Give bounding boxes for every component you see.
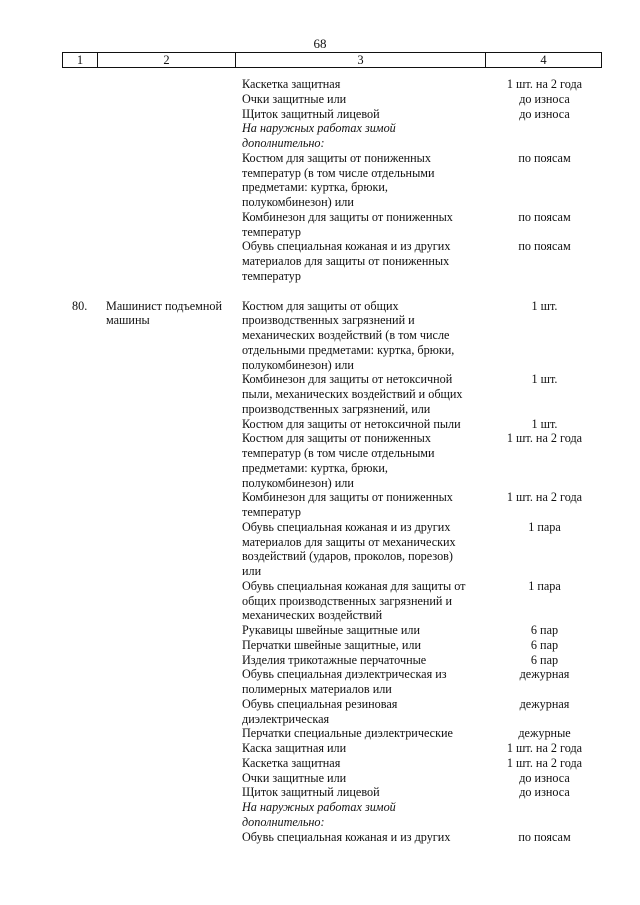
equipment-name-line: Щиток защитный лицевой	[242, 785, 380, 800]
issue-norm: 6 пар	[530, 637, 559, 652]
issue-norm: 1 шт.	[531, 298, 558, 313]
issue-norm: до износа	[519, 770, 570, 785]
issue-norm: 1 пара	[528, 578, 561, 593]
issue-norm: 6 пар	[530, 623, 559, 637]
equipment-name-line: Каскетка защитная	[242, 77, 341, 91]
equipment-name	[242, 756, 492, 771]
equipment-name	[242, 520, 492, 579]
equipment-name-line: отдельными предметами: куртка, брюки,	[242, 342, 455, 357]
issue-norm: до износа	[519, 785, 570, 800]
equipment-name-line: Комбинезон для защиты от нетоксичной	[242, 372, 453, 387]
equipment-name-line: Каска защитная или	[242, 741, 347, 755]
issue-norm: по поясам	[518, 239, 571, 254]
equipment-name-line: Костюм для защиты от общих	[242, 298, 399, 313]
issue-norm: 1 шт.	[531, 372, 558, 387]
equipment-name-line: Костюм для защиты от нетоксичной пыли	[242, 416, 461, 431]
issue-norm: 1 шт.	[531, 416, 558, 431]
equipment-name	[242, 830, 492, 845]
profession-name-line: машины	[106, 313, 150, 328]
equipment-name	[242, 785, 492, 800]
equipment-name	[242, 653, 492, 668]
equipment-name-line: Изделия трикотажные перчаточные	[242, 652, 427, 667]
issue-norm: 1 пара	[528, 519, 561, 534]
equipment-name-line: На наружных работах зимой	[242, 800, 396, 814]
issue-norm: дежурная	[519, 696, 570, 711]
equipment-name-line: Обувь специальная кожаная и из других	[242, 519, 451, 534]
equipment-name-line: предметами: куртка, брюки,	[242, 460, 388, 475]
equipment-name-line: воздействий (ударов, проколов, порезов)	[242, 549, 453, 564]
equipment-name-line: материалов для защиты от механических	[242, 534, 456, 549]
equipment-name-line: Очки защитные или	[242, 770, 347, 785]
column-header-row	[63, 53, 602, 68]
equipment-name-line: температур	[242, 224, 301, 239]
page-number: 68	[313, 36, 327, 51]
equipment-name	[242, 697, 492, 727]
equipment-name-line: температур	[242, 268, 301, 283]
equipment-name	[242, 151, 492, 210]
equipment-name-line: Рукавицы швейные защитные или	[242, 623, 420, 637]
equipment-name-line: пыли, механических воздействий и общих	[242, 387, 463, 401]
equipment-name-line: полукомбинезон) или	[242, 357, 354, 372]
equipment-name-line: Комбинезон для защиты от пониженных	[242, 209, 453, 224]
profession-name	[106, 299, 240, 329]
issue-norm: дежурные	[518, 726, 571, 741]
equipment-name	[242, 667, 492, 697]
equipment-name-line: механических воздействий (в том числе	[242, 328, 450, 342]
equipment-name	[242, 623, 492, 638]
equipment-name-line: дополнительно:	[242, 814, 325, 829]
equipment-name-line: температур (в том числе отдельными	[242, 446, 435, 460]
equipment-name-line: материалов для защиты от пониженных	[242, 254, 450, 268]
issue-norm: дежурная	[519, 667, 570, 682]
equipment-name-line: Обувь специальная диэлектрическая из	[242, 667, 447, 682]
equipment-name	[242, 239, 492, 283]
equipment-name	[242, 77, 492, 92]
equipment-name-line: температур	[242, 505, 301, 519]
equipment-name-line: Обувь специальная кожаная и из других	[242, 239, 451, 254]
equipment-name-line: диэлектрическая	[242, 711, 330, 726]
equipment-name-line: механических воздействий	[242, 608, 383, 623]
equipment-name-line: производственных загрязнений, или	[242, 401, 431, 416]
equipment-name	[242, 490, 492, 520]
equipment-name	[242, 372, 492, 416]
equipment-name	[242, 771, 492, 786]
issue-norm: до износа	[519, 106, 570, 121]
equipment-name-line: или	[242, 564, 262, 578]
equipment-name	[242, 726, 492, 741]
equipment-name	[242, 579, 492, 623]
issue-norm: 1 шт. на 2 года	[506, 755, 583, 770]
equipment-name-line: Каскетка защитная	[242, 755, 341, 770]
equipment-name-line: предметами: куртка, брюки,	[242, 180, 388, 195]
equipment-name-line: Костюм для защиты от пониженных	[242, 431, 431, 446]
equipment-name	[242, 299, 492, 373]
equipment-name	[242, 431, 492, 490]
equipment-name	[242, 638, 492, 653]
issue-norm: 6 пар	[530, 652, 559, 667]
equipment-name-line: дополнительно:	[242, 136, 325, 150]
issue-norm: 1 шт. на 2 года	[506, 431, 583, 446]
equipment-name-line: На наружных работах зимой	[242, 121, 396, 136]
issue-norm: 1 шт. на 2 года	[506, 741, 583, 755]
equipment-name-line: общих производственных загрязнений и	[242, 593, 453, 608]
profession-name-line: Машинист подъемной	[106, 298, 223, 313]
equipment-name-line: Костюм для защиты от пониженных	[242, 150, 431, 165]
equipment-name-line: полимерных материалов или	[242, 682, 392, 696]
entry-number: 80.	[72, 298, 88, 313]
column-header-3: 3	[236, 53, 486, 68]
equipment-name-line: температур (в том числе отдельными	[242, 165, 435, 180]
equipment-name	[242, 800, 492, 830]
equipment-name-line: Перчатки швейные защитные, или	[242, 637, 422, 652]
equipment-name	[242, 121, 492, 151]
equipment-name-line: Обувь специальная резиновая	[242, 696, 398, 711]
issue-norm: 1 шт. на 2 года	[506, 490, 583, 505]
equipment-name	[242, 107, 492, 122]
equipment-name-line: Перчатки специальные диэлектрические	[242, 726, 453, 741]
equipment-name	[242, 741, 492, 756]
issue-norm: до износа	[519, 91, 570, 106]
equipment-name-line: Обувь специальная кожаная и из других	[242, 829, 451, 844]
equipment-name-line: полукомбинезон) или	[242, 475, 354, 490]
equipment-name	[242, 417, 492, 432]
equipment-name-line: полукомбинезон) или	[242, 195, 354, 209]
equipment-name-line: Комбинезон для защиты от пониженных	[242, 490, 453, 505]
column-header-1: 1	[63, 53, 98, 68]
equipment-name-line: Очки защитные или	[242, 91, 347, 106]
equipment-name-line: Обувь специальная кожаная для защиты от	[242, 578, 466, 593]
equipment-name-line: Щиток защитный лицевой	[242, 106, 380, 121]
issue-norm: по поясам	[518, 150, 571, 165]
issue-norm: 1 шт. на 2 года	[506, 77, 583, 91]
issue-norm: по поясам	[518, 209, 571, 224]
issue-norm: по поясам	[518, 829, 571, 844]
equipment-name	[242, 210, 492, 240]
equipment-name	[242, 92, 492, 107]
equipment-name-line: производственных загрязнений и	[242, 313, 415, 328]
column-header-2: 2	[98, 53, 236, 68]
column-header-table	[62, 52, 602, 68]
column-header-4: 4	[486, 53, 602, 68]
